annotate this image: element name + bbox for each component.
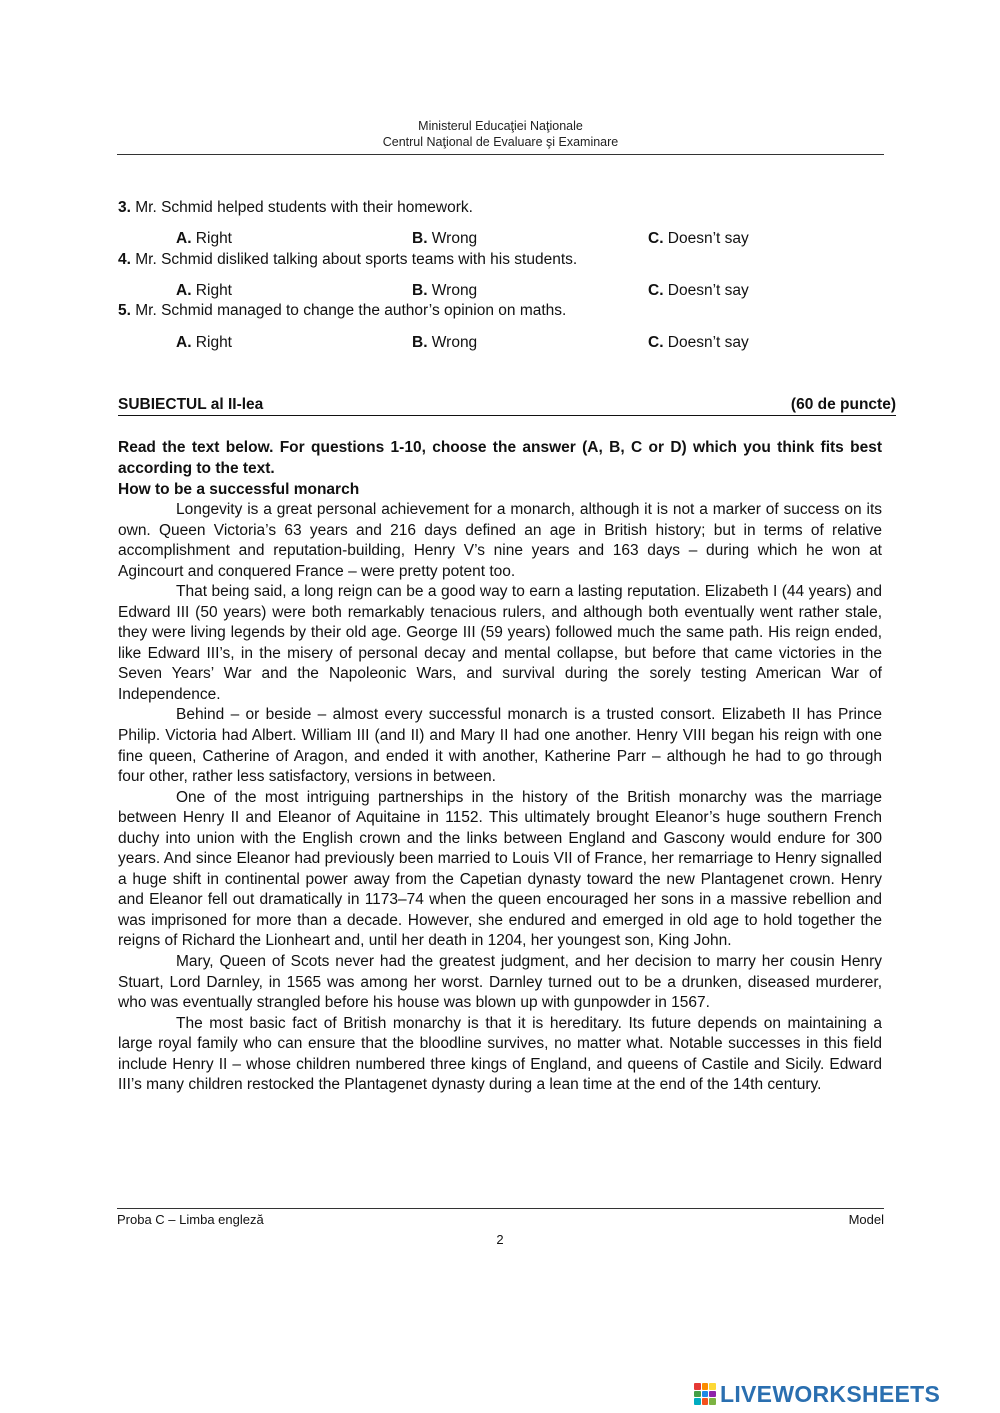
page-number: 2 xyxy=(496,1232,504,1247)
footer-divider xyxy=(117,1208,884,1209)
article-paragraph: The most basic fact of British monarchy is that it is hereditary. Its future depends on maintaining a large royal family who can ensure that the bloodline survives, no matter what. Notable successes in this field include Henry II – whose children numbered three kings of England, and queens of Castile and Sicily. Edward III’s many children restocked the Plantagenet dynasty during a lean time at the end of the 14th century. xyxy=(118,1014,882,1094)
article-paragraph: Longevity is a great personal achievement for a monarch, although it is not a marker of success on its own. Queen Victoria’s 63 years and 216 days defined an age in British history; but in terms of relative accomplishment and reputation-building, Henry V’s nine years and 163 days – during which he won at Agincourt and conquered France – were pretty potent too. xyxy=(118,501,882,580)
footer-model: Model xyxy=(848,1212,884,1227)
option-a[interactable]: A. Right xyxy=(176,334,232,351)
subject-points: (60 de puncte) xyxy=(790,396,896,413)
liveworksheets-logo[interactable] xyxy=(694,1381,940,1407)
option-a[interactable]: A. Right xyxy=(176,282,232,299)
instructions: Read the text below. For questions 1-10, choose the answer (A, B, C or D) which you think fits best according to the text. xyxy=(118,439,882,477)
subject-title: SUBIECTUL al II-lea xyxy=(118,396,264,413)
question-number: 3. xyxy=(118,199,131,216)
brand-name: LIVEWORKSHEETS xyxy=(720,1380,941,1407)
option-b[interactable]: B. Wrong xyxy=(412,230,478,247)
question-3-options xyxy=(118,229,898,249)
question-text: Mr. Schmid managed to change the author’s opinion on maths. xyxy=(130,302,567,319)
question-5 xyxy=(118,301,566,321)
article-title: How to be a successful monarch xyxy=(118,481,360,498)
option-a[interactable]: A. Right xyxy=(176,230,232,247)
question-4 xyxy=(118,250,577,270)
option-b[interactable]: B. Wrong xyxy=(412,282,478,299)
option-c[interactable]: C. Doesn’t say xyxy=(648,334,749,351)
question-text: Mr. Schmid disliked talking about sports teams with his students. xyxy=(130,251,578,268)
question-4-options xyxy=(118,281,898,301)
question-text: Mr. Schmid helped students with their homework. xyxy=(130,199,473,216)
question-5-options xyxy=(118,333,898,353)
header-ministry: Ministerul Educaţiei Naţionale xyxy=(418,119,583,133)
question-3 xyxy=(118,198,473,218)
option-c[interactable]: C. Doesn’t say xyxy=(648,282,749,299)
article-paragraph: Behind – or beside – almost every successful monarch is a trusted consort. Elizabeth II has Prince Philip. Victoria had Albert. William III (and II) and Mary II had one another. Henry VIII began his reign with one fine queen, Catherine of Aragon, and ended it with another, Katherine Parr – although he had to go through four other, rather less satisfactory, versions in between. xyxy=(118,706,882,786)
liveworksheets-grid-icon xyxy=(694,1383,716,1405)
header-divider xyxy=(117,154,884,155)
question-number: 4. xyxy=(118,251,131,268)
document-header xyxy=(117,118,884,150)
article-paragraph: That being said, a long reign can be a good way to earn a lasting reputation. Elizabeth I (44 years) and Edward III (50 years) were both remarkably tenacious rulers, and although both eventually went rather stale, they were living legends by their old age. George III (59 years) followed much the same path. His reign ended, like Edward III’s, in the misery of personal decay and mental collapse, but before that came victories in the Seven Years’ War and the Napoleonic Wars, and survival during the sorely testing American War of Independence. xyxy=(118,583,882,703)
question-number: 5. xyxy=(118,302,131,319)
option-b[interactable]: B. Wrong xyxy=(412,334,478,351)
article-paragraph: Mary, Queen of Scots never had the greatest judgment, and her decision to marry her cousin Henry Stuart, Lord Darnley, in 1565 was among her worst. Darnley turned out to be a drunken, diseased murderer, who was eventually strangled before his house was blown up with gunpowder in 1567. xyxy=(118,953,882,1012)
subject-heading xyxy=(118,395,896,416)
option-c[interactable]: C. Doesn’t say xyxy=(648,230,749,247)
header-center: Centrul Naţional de Evaluare şi Examinare xyxy=(382,135,619,149)
footer-exam: Proba C – Limba engleză xyxy=(117,1212,264,1227)
article-paragraph: One of the most intriguing partnerships in the history of the British monarchy was the marriage between Henry II and Eleanor of Aquitaine in 1152. This ultimately brought Eleanor’s huge southern French duchy into union with the English crown and the links between England and Gascony would endure for 300 years. And since Eleanor had previously been married to Louis VII of France, her remarriage to Henry signalled a huge shift in continental power away from the Capetian dynasty toward the new Plantagenet crown. Henry and Eleanor fell out dramatically in 1173–74 when the queen encouraged her sons in a massive rebellion and was imprisoned for more than a decade. However, she endured and emerged in old age to hold together the reigns of Richard the Lionheart and, until her death in 1204, her youngest son, King John. xyxy=(118,788,882,950)
article-body xyxy=(118,500,882,1096)
